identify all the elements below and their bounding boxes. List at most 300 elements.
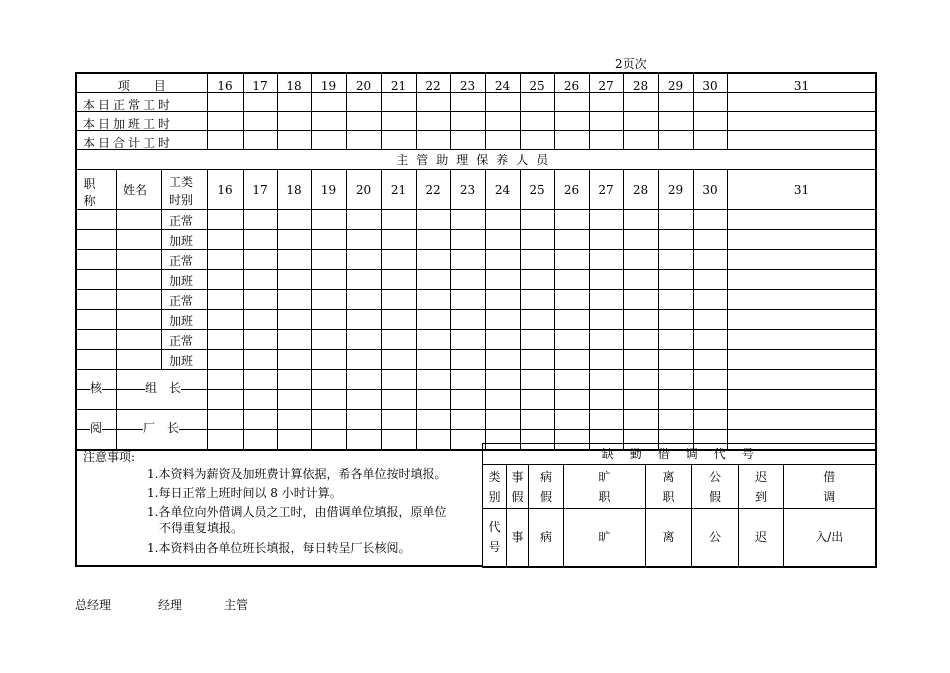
day-header: 23 [450, 170, 485, 210]
staff-left-cell [76, 170, 207, 210]
name-cell [116, 310, 162, 329]
hour-cell [207, 210, 243, 230]
absence-category-bottom: 调 [823, 489, 836, 504]
hour-cell [693, 131, 727, 150]
hour-cell [520, 250, 554, 270]
page-label: 2页次 [615, 57, 647, 71]
hour-cell [381, 210, 416, 230]
hour-cell [311, 250, 346, 270]
hour-cell [207, 250, 243, 270]
name-cell [116, 270, 162, 289]
hour-cell [658, 310, 693, 330]
day-header: 27 [589, 73, 623, 93]
hour-cell [311, 410, 346, 430]
hour-cell [554, 210, 589, 230]
hour-cell [381, 270, 416, 290]
title-header [77, 170, 117, 209]
day-header: 25 [520, 73, 554, 93]
hour-cell [485, 250, 520, 270]
table-row [76, 390, 876, 410]
hour-cell [727, 112, 876, 131]
hour-cell [589, 270, 623, 290]
absence-code-table [482, 443, 877, 568]
hour-cell [589, 290, 623, 310]
code-label-cell [483, 509, 507, 567]
row-label: 本日正常工时 [76, 93, 207, 112]
table-row [76, 131, 876, 150]
hour-cell [277, 131, 311, 150]
title-cell [77, 350, 117, 369]
hour-cell [554, 250, 589, 270]
hour-cell [658, 230, 693, 250]
hour-cell [589, 93, 623, 112]
hour-cell [623, 131, 658, 150]
kind-label: 工类 [169, 175, 194, 189]
hour-cell [207, 330, 243, 350]
table-row [483, 509, 876, 567]
hour-cell [520, 410, 554, 430]
hour-cell [485, 290, 520, 310]
hour-cell [623, 310, 658, 330]
day-header: 26 [554, 170, 589, 210]
hour-cell [658, 93, 693, 112]
hour-cell [346, 310, 381, 330]
hour-cell [450, 131, 485, 150]
hour-cell [416, 330, 450, 350]
shift-type-label: 加班 [169, 354, 194, 368]
hour-cell [243, 370, 277, 390]
hour-cell [693, 330, 727, 350]
table-row [76, 270, 876, 290]
hour-cell [416, 112, 450, 131]
hour-cell [277, 350, 311, 370]
hour-cell [243, 112, 277, 131]
absence-category-cell [784, 465, 876, 509]
hour-cell [658, 131, 693, 150]
hour-cell [381, 93, 416, 112]
hour-cell [520, 330, 554, 350]
hour-cell [727, 410, 876, 430]
hour-cell [554, 112, 589, 131]
day-header: 18 [277, 73, 311, 93]
staff-left-cell [76, 230, 207, 250]
shift-type-label: 加班 [169, 234, 194, 248]
title-cell [77, 270, 117, 289]
hour-cell [693, 250, 727, 270]
hour-cell [311, 270, 346, 290]
group-leader-label: 组 长 [145, 381, 182, 395]
hour-cell [416, 93, 450, 112]
hour-cell [277, 370, 311, 390]
day-header: 31 [727, 73, 876, 93]
absence-category-bottom: 假 [511, 489, 524, 504]
shift-type-cell [161, 250, 207, 269]
table-row [76, 210, 876, 230]
hour-cell [346, 290, 381, 310]
hour-cell [520, 290, 554, 310]
absence-category-top: 旷 [598, 469, 611, 484]
day-header: 20 [346, 170, 381, 210]
hour-cell [658, 330, 693, 350]
day-header: 27 [589, 170, 623, 210]
day-header: 30 [693, 73, 727, 93]
absence-category-cell [646, 465, 692, 509]
name-cell [116, 210, 162, 229]
hour-cell [450, 210, 485, 230]
hour-cell [520, 350, 554, 370]
hour-cell [450, 230, 485, 250]
hour-cell [589, 310, 623, 330]
absence-category-bottom: 别 [488, 489, 501, 504]
hour-cell [243, 290, 277, 310]
absence-category-top: 事 [511, 469, 524, 484]
hour-cell [346, 230, 381, 250]
hour-cell [416, 290, 450, 310]
title-cell [77, 290, 117, 309]
table-row [76, 230, 876, 250]
shift-type-cell [161, 350, 207, 369]
hour-cell [727, 131, 876, 150]
hour-cell [727, 350, 876, 370]
hour-cell [243, 350, 277, 370]
day-header: 19 [311, 73, 346, 93]
hour-cell [520, 370, 554, 390]
day-header: 26 [554, 73, 589, 93]
hour-cell [693, 210, 727, 230]
hour-cell [623, 93, 658, 112]
hour-cell [311, 290, 346, 310]
hour-cell [658, 250, 693, 270]
hour-cell [207, 310, 243, 330]
hour-cell [623, 410, 658, 430]
day-header: 30 [693, 170, 727, 210]
hour-cell [207, 410, 243, 430]
hour-cell [520, 210, 554, 230]
hour-cell [450, 370, 485, 390]
hour-cell [450, 410, 485, 430]
hour-cell [693, 112, 727, 131]
hour-cell [554, 350, 589, 370]
hour-cell [416, 270, 450, 290]
factory-head-label: 厂 长 [143, 421, 180, 435]
hour-cell [589, 131, 623, 150]
day-header: 24 [485, 73, 520, 93]
hour-cell [381, 390, 416, 410]
hour-cell [243, 93, 277, 112]
hour-cell [416, 390, 450, 410]
hour-cell [416, 210, 450, 230]
shift-type-cell [161, 330, 207, 349]
absence-category-top: 病 [539, 469, 552, 484]
day-header: 17 [243, 73, 277, 93]
table-row [76, 290, 876, 310]
hour-cell [520, 270, 554, 290]
hour-cell [485, 210, 520, 230]
hour-cell [311, 390, 346, 410]
review-label-bottom: 阅 [90, 421, 103, 435]
day-header: 18 [277, 170, 311, 210]
absence-code-cell: 病 [529, 509, 564, 567]
hour-cell [346, 410, 381, 430]
hour-cell [554, 330, 589, 350]
day-header: 24 [485, 170, 520, 210]
note-item: 1.本资料为薪资及加班费计算依据，希各单位按时填报。 [147, 467, 447, 481]
title-cell [77, 330, 117, 349]
table-row [483, 465, 876, 509]
timesheet-table [75, 72, 877, 451]
hour-cell [623, 230, 658, 250]
hour-cell [693, 93, 727, 112]
hour-cell [277, 230, 311, 250]
absence-category-cell [692, 465, 739, 509]
hour-cell [277, 210, 311, 230]
hour-cell [554, 310, 589, 330]
absence-code-cell: 事 [507, 509, 529, 567]
hour-cell [277, 270, 311, 290]
absence-code-cell: 迟 [739, 509, 784, 567]
table-row [76, 150, 876, 170]
day-header: 22 [416, 170, 450, 210]
shift-type-cell [161, 290, 207, 309]
staff-left-cell [76, 350, 207, 370]
hour-cell [311, 131, 346, 150]
hour-cell [346, 350, 381, 370]
hour-cell [485, 390, 520, 410]
staff-left-cell [76, 310, 207, 330]
hour-cell [693, 390, 727, 410]
absence-category-top: 类 [488, 469, 501, 484]
hour-cell [207, 93, 243, 112]
hour-cell [311, 330, 346, 350]
hour-cell [346, 270, 381, 290]
row-label: 本日合计工时 [76, 131, 207, 150]
day-header: 25 [520, 170, 554, 210]
hour-cell [243, 330, 277, 350]
hour-cell [589, 112, 623, 131]
day-header: 23 [450, 73, 485, 93]
hour-cell [381, 350, 416, 370]
hour-cell [693, 310, 727, 330]
hour-cell [554, 270, 589, 290]
hour-cell [346, 250, 381, 270]
hour-cell [727, 93, 876, 112]
table-row [483, 444, 876, 465]
hour-cell [207, 290, 243, 310]
hour-cell [727, 390, 876, 410]
hour-cell [381, 290, 416, 310]
hour-cell [727, 270, 876, 290]
absence-category-top: 借 [823, 469, 836, 484]
hour-cell [727, 210, 876, 230]
shift-type-label: 正常 [169, 334, 194, 348]
note-item: 1.每日正常上班时间以 8 小时计算。 [147, 486, 342, 500]
hour-cell [727, 310, 876, 330]
row-label: 本日加班工时 [76, 112, 207, 131]
hour-cell [520, 131, 554, 150]
hour-cell [485, 310, 520, 330]
absence-category-cell [483, 465, 507, 509]
hour-cell [277, 112, 311, 131]
hour-cell [623, 290, 658, 310]
hour-cell [243, 270, 277, 290]
hour-cell [520, 230, 554, 250]
shift-type-cell [161, 310, 207, 329]
hour-cell [311, 93, 346, 112]
hour-cell [520, 310, 554, 330]
hour-cell [693, 350, 727, 370]
table-row [76, 250, 876, 270]
hour-cell [346, 112, 381, 131]
hour-cell [450, 93, 485, 112]
absence-category-cell [529, 465, 564, 509]
hour-cell [520, 390, 554, 410]
name-cell [116, 290, 162, 309]
hour-cell [623, 270, 658, 290]
hour-cell [346, 330, 381, 350]
hour-cell [450, 250, 485, 270]
absence-category-top: 公 [708, 469, 721, 484]
shift-type-cell [161, 230, 207, 249]
hour-cell [277, 410, 311, 430]
hour-cell [207, 270, 243, 290]
absence-code-cell: 入/出 [784, 509, 876, 567]
hour-cell [381, 330, 416, 350]
hour-cell [207, 370, 243, 390]
section-banner: 主管助理保养人员 [76, 150, 876, 170]
hour-cell [727, 290, 876, 310]
item-header: 项 目 [76, 73, 207, 93]
hour-cell [589, 350, 623, 370]
hour-cell [554, 93, 589, 112]
hour-cell [381, 131, 416, 150]
name-header [116, 170, 162, 209]
hour-cell [658, 350, 693, 370]
hour-cell [243, 390, 277, 410]
hour-cell [277, 250, 311, 270]
absence-category-cell [739, 465, 784, 509]
hour-cell [416, 310, 450, 330]
hour-cell [485, 330, 520, 350]
hour-cell [311, 230, 346, 250]
title-cell [77, 210, 117, 229]
hour-cell [693, 370, 727, 390]
hour-cell [727, 370, 876, 390]
absence-code-cell: 离 [646, 509, 692, 567]
staff-left-cell [76, 250, 207, 270]
day-header: 29 [658, 73, 693, 93]
hour-cell [485, 131, 520, 150]
absence-title: 缺 勤 借 调 代 号 [483, 444, 876, 465]
hour-cell [416, 230, 450, 250]
day-header: 28 [623, 73, 658, 93]
shift-type-label: 正常 [169, 294, 194, 308]
footer-manager: 经理 [158, 598, 183, 612]
hour-cell [243, 310, 277, 330]
hour-cell [554, 230, 589, 250]
shift-type-label: 正常 [169, 214, 194, 228]
hour-cell [346, 210, 381, 230]
title-cell [77, 250, 117, 269]
note-item: 1.本资料由各单位班长填报，每日转呈厂长核阅。 [147, 541, 411, 555]
hour-cell [485, 230, 520, 250]
title-cell [77, 230, 117, 249]
hour-cell [658, 112, 693, 131]
hour-cell [450, 330, 485, 350]
table-row [76, 410, 876, 430]
hour-cell [450, 390, 485, 410]
hour-cell [727, 330, 876, 350]
title-label: 职称 [83, 177, 96, 208]
hour-cell [623, 210, 658, 230]
absence-category-bottom: 假 [708, 489, 721, 504]
hour-cell [416, 410, 450, 430]
day-header: 17 [243, 170, 277, 210]
staff-left-cell [76, 270, 207, 290]
hour-cell [416, 350, 450, 370]
hour-cell [346, 131, 381, 150]
hour-cell [520, 93, 554, 112]
hour-cell [554, 131, 589, 150]
code-label-top: 代 [488, 520, 501, 535]
hour-cell [311, 112, 346, 131]
hour-cell [381, 310, 416, 330]
hour-cell [623, 330, 658, 350]
hour-cell [346, 93, 381, 112]
shift-type-cell [161, 210, 207, 229]
hour-cell [589, 370, 623, 390]
day-header: 22 [416, 73, 450, 93]
hour-cell [243, 410, 277, 430]
hour-cell [485, 93, 520, 112]
hour-cell [277, 310, 311, 330]
hour-cell [207, 112, 243, 131]
absence-category-bottom: 职 [598, 489, 611, 504]
hour-cell [207, 390, 243, 410]
hour-cell [416, 250, 450, 270]
notes-title: 注意事项: [83, 450, 136, 464]
day-header: 29 [658, 170, 693, 210]
shift-type-cell [161, 270, 207, 289]
shift-type-label: 加班 [169, 314, 194, 328]
footer-supervisor: 主管 [224, 598, 249, 612]
hour-cell [311, 210, 346, 230]
hour-cell [554, 370, 589, 390]
hour-cell [520, 112, 554, 131]
review-label-top: 核 [90, 381, 103, 395]
hour-cell [450, 350, 485, 370]
hour-cell [727, 250, 876, 270]
table-row [76, 350, 876, 370]
hour-cell [207, 230, 243, 250]
hour-cell [277, 330, 311, 350]
hour-cell [589, 390, 623, 410]
footer-general-manager: 总经理 [75, 598, 112, 612]
table-row [76, 370, 876, 390]
hour-cell [450, 310, 485, 330]
day-header: 19 [311, 170, 346, 210]
hour-cell [346, 390, 381, 410]
hour-cell [381, 370, 416, 390]
day-header: 21 [381, 73, 416, 93]
name-cell [116, 350, 162, 369]
hour-cell [693, 290, 727, 310]
name-cell [116, 230, 162, 249]
notes-panel [75, 443, 482, 567]
hour-cell [658, 370, 693, 390]
hour-cell [207, 350, 243, 370]
shift-type-label: 正常 [169, 254, 194, 268]
hour-cell [277, 93, 311, 112]
